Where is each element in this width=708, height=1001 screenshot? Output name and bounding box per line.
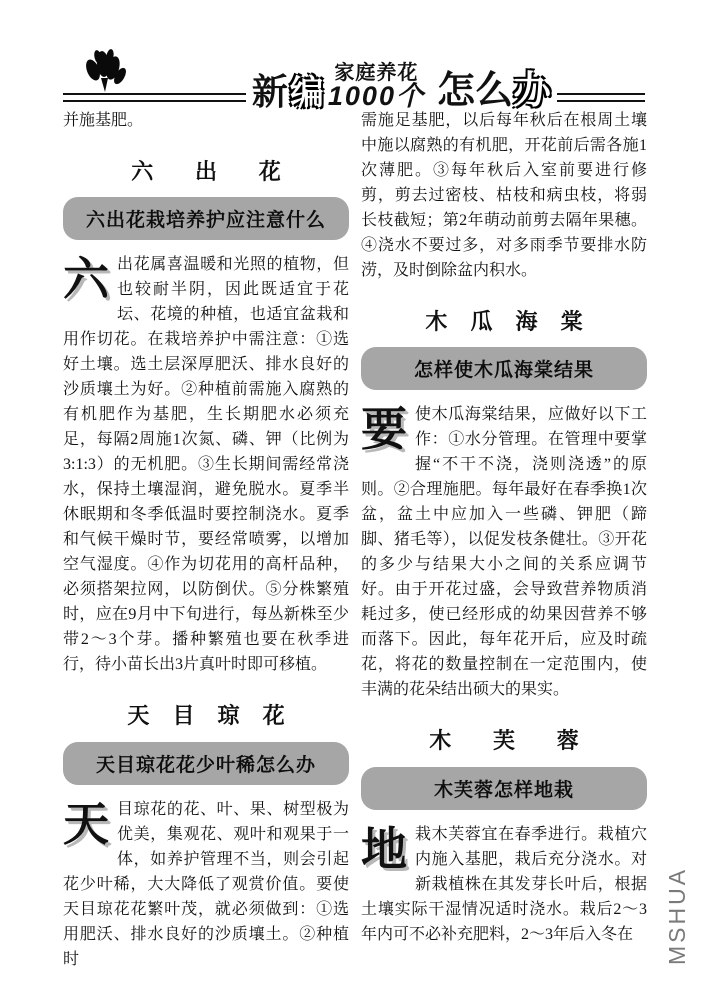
section-tianmuqionghua xyxy=(63,703,349,971)
paragraph-text: 目琼花的花、叶、果、树型极为优美，集观花、观叶和观果于一体，如养护管理不当，则会引起花少叶稀，大大降低了观赏价值。要使天目琼花花繁叶茂，就必须做到：①选用肥沃、排水良好的沙质壤土。②种植时 xyxy=(63,800,349,968)
section-muguahaitang xyxy=(361,309,647,702)
left-column xyxy=(63,108,349,972)
section-paragraph xyxy=(361,822,647,947)
section-heading: 木瓜海棠 xyxy=(425,309,606,334)
section-mufurong xyxy=(361,728,647,946)
title-top-line: 家庭养花 xyxy=(334,62,419,84)
carryover-paragraph: 并施基肥。 xyxy=(63,112,144,129)
section-paragraph xyxy=(63,252,349,677)
title-right xyxy=(437,72,551,110)
page-content xyxy=(63,108,647,972)
section-liuchuhua xyxy=(63,159,349,677)
question-box: 六出花栽培养护应注意什么 xyxy=(63,197,349,240)
title-right-solid: 怎么 xyxy=(436,70,513,112)
right-column xyxy=(361,108,647,972)
section-heading: 六出花 xyxy=(131,159,323,184)
section-heading: 天目琼花 xyxy=(127,703,308,729)
question-box: 怎样使木瓜海棠结果 xyxy=(361,347,647,390)
question-box: 天目琼花花少叶稀怎么办 xyxy=(63,742,349,785)
section-paragraph xyxy=(361,402,647,702)
dropcap-char: 天 xyxy=(63,797,109,850)
paragraph-text: 出花属喜温暖和光照的植物，但也较耐半阴，因此既适宜于花坛、花境的种植，也适宜盆栽和用作切花。在栽培养护中需注意：①选好土壤。选土层深厚肥沃、排水良好的沙质壤土为好。②种植前需施入腐熟的有机肥作为基肥，生长期肥水必须充足，每隔2周施1次氮、磷、钾（比例为3:1:3）的无机肥。③生长期间需经常浇水，保持土壤湿润，避免脱水。夏季半休眠期和冬季低温时要控制浇水。夏季和气候干燥时节，要经常喷雾，以增加空气湿度。④作为切花用的高杆品种，必须搭架拉网，以防倒伏。⑤分株繁殖时，应在9月中下旬进行，每丛新株至少带2～3个芽。播种繁殖也要在秋季进行，待小苗长出3片真叶时即可移植。 xyxy=(63,256,349,674)
section-heading: 木芙蓉 xyxy=(429,728,621,754)
question-box: 木芙蓉怎样地栽 xyxy=(361,767,647,810)
title-bottom-line: 1000个 xyxy=(327,81,425,111)
watermark-text: MSHUA xyxy=(664,866,690,966)
section-paragraph xyxy=(63,797,349,972)
flower-cluster-icon xyxy=(83,48,127,99)
book-title xyxy=(246,63,557,110)
dropcap-char: 六 xyxy=(63,253,109,306)
paragraph-text: 使木瓜海棠结果，应做好以下工作：①水分管理。在管理中要掌握“不干不浇，浇则浇透”的原则。②合理施肥。每年最好在春季换1次盆，盆土中应加入一些磷、钾肥（蹄脚、猪毛等），以促发枝条健壮。③开花的多少与结果大小之间的关系应调节好。由于开花过盛，会导致营养物质消耗过多，使已经形成的幼果因营养不够而落下。因此，每年花开后，应及时疏花，将花的数量控制在一定范围内，使丰满的花朵结出硕大的果实。 xyxy=(361,406,647,699)
page-header xyxy=(63,48,645,110)
header-rule-right xyxy=(557,93,645,102)
title-stack xyxy=(328,63,425,110)
carryover-paragraph: 需施足基肥，以后每年秋后在根周土壤中施以腐熟的有机肥，开花前后需各施1次薄肥。③每年秋后入室前要进行修剪，剪去过密枝、枯枝和病虫枝，将弱长枝截短；第2年萌动前剪去隔年果穗。④浇水不要过多，对多雨季节要排水防涝，及时倒除盆内积水。 xyxy=(361,112,647,279)
title-char-bian: 编 xyxy=(289,74,324,112)
dropcap-char: 地 xyxy=(361,822,407,875)
paragraph-text: 栽木芙蓉宜在春季进行。栽植穴内施入基肥，栽后充分浇水。对新栽植株在其发芽长叶后，根据土壤实际干湿情况适时浇水。栽后2～3年内可不必补充肥料，2～3年后入冬在 xyxy=(361,825,647,943)
dropcap-char: 要 xyxy=(361,403,407,456)
title-right-hollow: 办 xyxy=(512,70,551,112)
title-char-xin: 新 xyxy=(251,71,288,112)
